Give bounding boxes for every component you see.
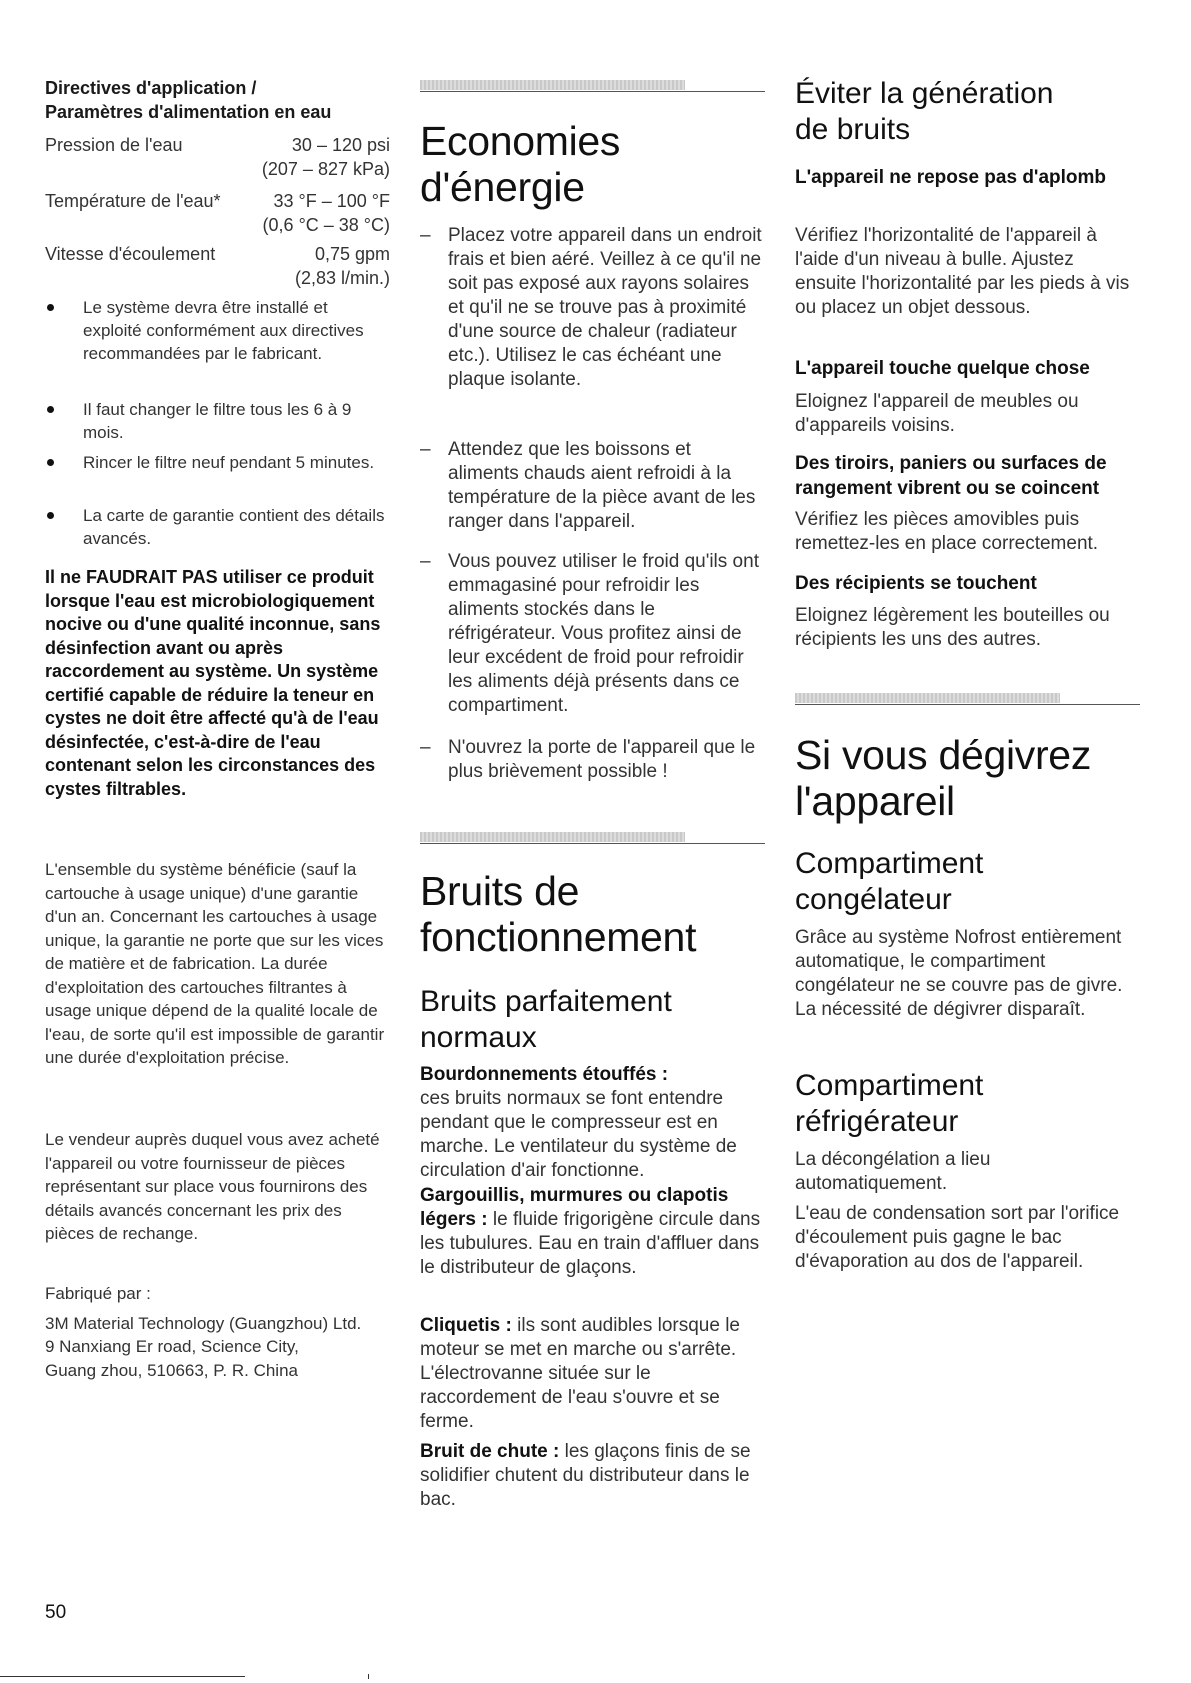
manufacturer-address: 9 Nanxiang Er road, Science City, bbox=[45, 1337, 299, 1356]
list-item bbox=[420, 550, 765, 718]
paragraph-label: Gargouillis, murmures ou clapotis légers : bbox=[420, 1185, 729, 1230]
list-item bbox=[45, 504, 390, 550]
manufacturer-address: Guang zhou, 510663, P. R. China bbox=[45, 1360, 298, 1380]
spec-value-metric: (0,6 °C – 38 °C) bbox=[262, 215, 390, 235]
manufacturer-label: Fabriqué par : bbox=[45, 1284, 151, 1303]
containers-heading: Des récipients se touchent bbox=[795, 573, 1037, 594]
list-item-text: N'ouvrez la porte de l'appareil que le plus brièvement possible ! bbox=[448, 737, 756, 782]
dash-marker: – bbox=[420, 225, 431, 246]
heading-line: Compartiment bbox=[795, 1069, 984, 1102]
drawers-heading: Des tiroirs, paniers ou surfaces de rangement vibrent ou se coincent bbox=[795, 453, 1107, 499]
title-line: fonctionnement bbox=[420, 914, 697, 960]
clicking-paragraph bbox=[420, 1314, 765, 1434]
heading-line: Bruits parfaitement bbox=[420, 985, 672, 1018]
bullet-text: Rincer le filtre neuf pendant 5 minutes. bbox=[83, 453, 375, 472]
section-divider bbox=[420, 832, 765, 844]
spec-value: 33 °F – 100 °F bbox=[273, 191, 390, 211]
containers-text: Eloignez légèrement les bouteilles ou récipients les uns des autres. bbox=[795, 605, 1110, 650]
fridge-heading bbox=[795, 1068, 983, 1140]
list-item-text: Attendez que les boissons et aliments chauds aient refroidi à la température de la pièce avant de les ranger dans l'appareil. bbox=[448, 439, 756, 532]
heading-line: Paramètres d'alimentation en eau bbox=[45, 102, 332, 122]
title-line: Economies bbox=[420, 118, 621, 164]
drawers-text: Vérifiez les pièces amovibles puis remettez-les en place correctement. bbox=[795, 509, 1099, 554]
paragraph-text: ils sont audibles lorsque le moteur se met en marche ou s'arrête. L'électrovanne située sur le raccordement de l'eau s'ouvre et se ferme. bbox=[420, 1315, 740, 1432]
spec-label: Température de l'eau* bbox=[45, 191, 221, 211]
energy-saving-title bbox=[420, 118, 620, 210]
footer-tick bbox=[368, 1674, 369, 1679]
footer-rule bbox=[0, 1676, 245, 1677]
touching-text: Eloignez l'appareil de meubles ou d'appareils voisins. bbox=[795, 391, 1079, 436]
normal-noise-heading bbox=[420, 984, 672, 1056]
page-number: 50 bbox=[45, 1602, 67, 1623]
list-item bbox=[420, 438, 765, 534]
paragraph-text: les glaçons finis de se solidifier chutent du distributeur dans le bac. bbox=[420, 1441, 751, 1510]
title-line: l'appareil bbox=[795, 778, 955, 824]
humming-paragraph bbox=[420, 1063, 765, 1183]
bullet-text: Il faut changer le filtre tous les 6 à 9 mois. bbox=[83, 400, 352, 442]
not-level-heading: L'appareil ne repose pas d'aplomb bbox=[795, 167, 1107, 188]
not-level-text: Vérifiez l'horizontalité de l'appareil à l'aide d'un niveau à bulle. Ajustez ensuite l'horizontalité par les pieds à vis ou placez un objet dessous. bbox=[795, 225, 1130, 318]
fridge-text: L'eau de condensation sort par l'orifice d'écoulement puis gagne le bac d'évaporation au dos de l'appareil. bbox=[795, 1203, 1120, 1272]
bullet-text: Le système devra être installé et exploité conformément aux directives recommandées par le fabricant. bbox=[83, 298, 364, 363]
paragraph-text: le fluide frigorigène circule dans les tubulures. Eau en train d'affluer dans le distributeur de glaçons. bbox=[420, 1209, 761, 1278]
heading-line: réfrigérateur bbox=[795, 1105, 959, 1138]
heading-line: congélateur bbox=[795, 883, 952, 916]
list-item bbox=[45, 398, 390, 444]
dash-marker: – bbox=[420, 439, 431, 460]
spec-value: 30 – 120 psi bbox=[291, 135, 390, 155]
list-item bbox=[420, 736, 765, 784]
list-item bbox=[45, 296, 390, 388]
paragraph-label: Cliquetis : bbox=[420, 1315, 512, 1336]
freezer-text: Grâce au système Nofrost entièrement automatique, le compartiment congélateur ne se couvre pas de givre. La nécessité de dégivrer disparaît. bbox=[795, 927, 1123, 1020]
spec-water-pressure bbox=[45, 133, 390, 181]
title-line: Bruits de bbox=[420, 868, 580, 914]
fridge-text: La décongélation a lieu automatiquement. bbox=[795, 1149, 991, 1194]
bullet-text: La carte de garantie contient des détails avancés. bbox=[83, 506, 385, 548]
spec-label: Pression de l'eau bbox=[45, 135, 183, 155]
warning-paragraph: Il ne FAUDRAIT PAS utiliser ce produit lorsque l'eau est microbiologiquement nocive ou d'une qualité inconnue, sans désinfection avant ou après raccordement au système. Un système certifié capable de réduire la teneur en cystes ne doit être affecté qu'à de l'eau désinfectée, c'est-à-dire de l'eau contenant selon les circonstances des cystes filtrables. bbox=[45, 567, 381, 799]
avoid-noise-title bbox=[795, 76, 1054, 148]
touching-heading: L'appareil touche quelque chose bbox=[795, 358, 1090, 379]
list-item-text: Placez votre appareil dans un endroit frais et bien aéré. Veillez à ce qu'il ne soit pas exposé aux rayons solaires et qu'il ne se trouve pas à proximité d'une source de chaleur (radiateur etc.). Utilisez le cas échéant une plaque isolante. bbox=[448, 225, 762, 390]
list-item-text: Vous pouvez utiliser le froid qu'ils ont emmagasiné pour refroidir les aliments stockés dans le réfrigérateur. Vous profitez ainsi de leur excédent de froid pour refroidir les aliments déjà présents dans ce compartiment. bbox=[448, 551, 759, 716]
section-divider bbox=[795, 693, 1140, 705]
application-guidelines-heading bbox=[45, 76, 331, 124]
spec-value-metric: (207 – 827 kPa) bbox=[261, 159, 390, 179]
spec-value: 0,75 gpm bbox=[314, 244, 390, 264]
paragraph-label: Bruit de chute : bbox=[420, 1441, 560, 1462]
spec-value-metric: (2,83 l/min.) bbox=[294, 268, 390, 288]
spec-flow-rate bbox=[45, 242, 390, 290]
freezer-heading bbox=[795, 846, 983, 918]
manufacturer-block bbox=[45, 1282, 390, 1382]
paragraph-label: Bourdonnements étouffés : bbox=[420, 1064, 669, 1085]
operating-noise-title bbox=[420, 868, 696, 960]
list-item bbox=[420, 224, 765, 416]
paragraph-text: ces bruits normaux se font entendre pendant que le compresseur est en marche. Le ventilateur du système de circulation d'air fonctionne. bbox=[420, 1088, 737, 1181]
dash-marker: – bbox=[420, 737, 431, 758]
heading-line: Compartiment bbox=[795, 847, 984, 880]
title-line: de bruits bbox=[795, 113, 911, 146]
dash-marker: – bbox=[420, 551, 431, 572]
list-item bbox=[45, 451, 390, 497]
section-divider bbox=[420, 80, 765, 92]
title-line: d'énergie bbox=[420, 164, 585, 210]
spec-water-temperature bbox=[45, 189, 390, 237]
title-line: Éviter la génération bbox=[795, 77, 1054, 110]
heading-line: Directives d'application / bbox=[45, 78, 257, 98]
defrost-title bbox=[795, 732, 1091, 824]
gurgling-paragraph bbox=[420, 1184, 765, 1280]
heading-line: normaux bbox=[420, 1021, 537, 1054]
warranty-paragraph: L'ensemble du système bénéficie (sauf la cartouche à usage unique) d'une garantie d'un an. Concernant les cartouches à usage unique, la garantie ne porte que sur les vices de matière et de fabrication. La durée d'exploitation des cartouches filtrantes à usage unique dépend de la qualité locale de l'eau, de sorte qu'il est impossible de garantir une durée d'exploitation précise. bbox=[45, 860, 385, 1067]
vendor-paragraph: Le vendeur auprès duquel vous avez acheté l'appareil ou votre fournisseur de pièces représentant sur place vous fournirons des détails avancés concernant les prix des pièces de rechange. bbox=[45, 1130, 380, 1243]
spec-label: Vitesse d'écoulement bbox=[45, 244, 216, 264]
falling-paragraph bbox=[420, 1440, 765, 1512]
title-line: Si vous dégivrez bbox=[795, 732, 1092, 778]
manufacturer-name: 3M Material Technology (Guangzhou) Ltd. bbox=[45, 1313, 362, 1333]
